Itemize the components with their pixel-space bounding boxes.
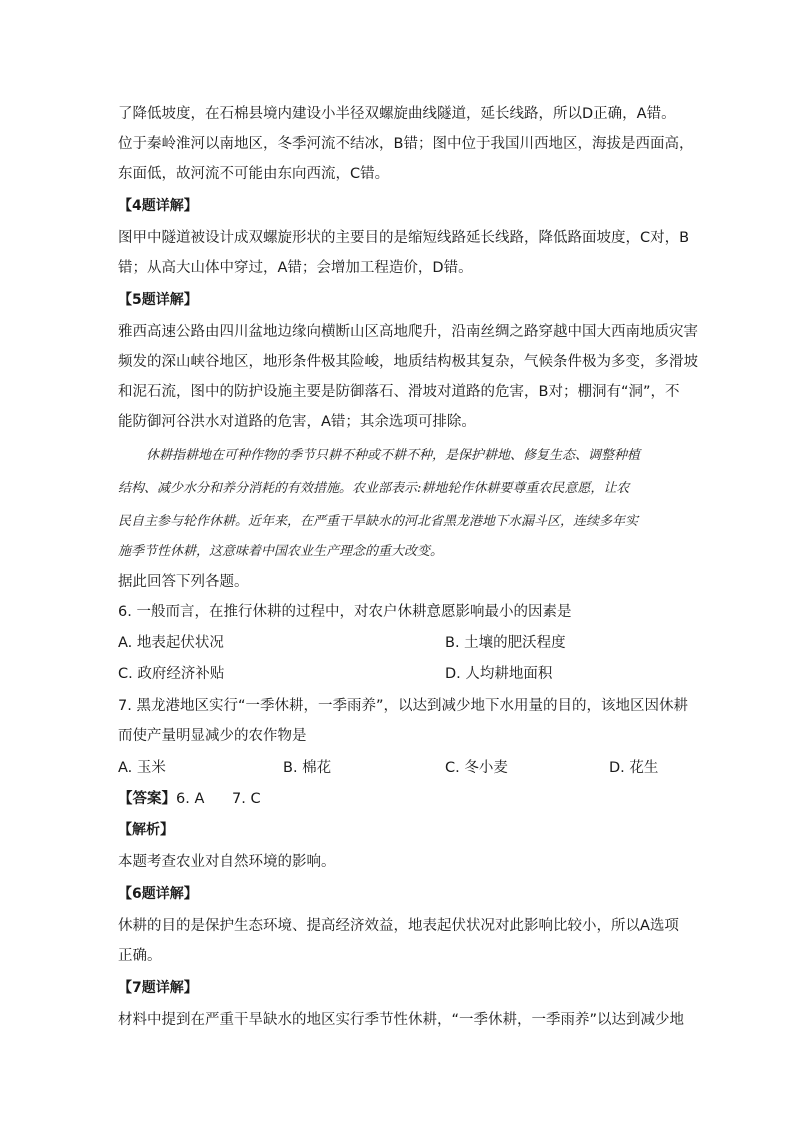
section-heading-q6: 【6题详解】 bbox=[118, 886, 198, 902]
section-heading-q5: 【5题详解】 bbox=[118, 292, 198, 308]
answer-label: 【答案】 bbox=[118, 791, 176, 807]
q7-option-c: C. 冬小麦 bbox=[445, 760, 508, 776]
paragraph-line: 休耕的目的是保护生态环境、提高经济效益，地表起伏状况对此影响比较小，所以A选项 bbox=[118, 918, 679, 934]
material-line: 施季节性休耕，这意味着中国农业生产理念的重大改变。 bbox=[118, 544, 444, 559]
paragraph-line: 位于秦岭淮河以南地区，冬季河流不结冰，B错；图中位于我国川西地区，海拔是西面高， bbox=[118, 136, 694, 152]
question-7-cont: 而使产量明显减少的农作物是 bbox=[118, 728, 307, 744]
paragraph-line: 东面低，故河流不可能由东向西流，C错。 bbox=[118, 166, 390, 182]
q7-option-a: A. 玉米 bbox=[118, 760, 166, 776]
q6-option-a: A. 地表起伏状况 bbox=[118, 635, 224, 651]
paragraph-line: 频发的深山峡谷地区，地形条件极其险峻，地质结构极其复杂，气候条件极为多变，多滑坡 bbox=[118, 354, 698, 370]
paragraph-line: 本题考查农业对自然环境的影响。 bbox=[118, 854, 336, 870]
section-heading-q4: 【4题详解】 bbox=[118, 198, 198, 214]
paragraph-line: 了降低坡度，在石棉县境内建设小半径双螺旋曲线隧道，延长线路，所以D正确，A错。 bbox=[118, 106, 676, 122]
question-6: 6. 一般而言，在推行休耕的过程中，对农户休耕意愿影响最小的因素是 bbox=[118, 604, 572, 620]
q6-option-d: D. 人均耕地面积 bbox=[445, 666, 553, 682]
q7-option-d: D. 花生 bbox=[609, 760, 659, 776]
paragraph-line: 和泥石流，图中的防护设施主要是防御落石、滑坡对道路的危害，B对；棚洞有“洞”，不 bbox=[118, 384, 680, 400]
paragraph-line: 雅西高速公路由四川盆地边缘向横断山区高地爬升，沿南丝绸之路穿越中国大西南地质灾害 bbox=[118, 324, 698, 340]
paragraph-line: 图甲中隧道被设计成双螺旋形状的主要目的是缩短线路延长线路，降低路面坡度，C对，B bbox=[118, 230, 690, 246]
paragraph-line: 能防御河谷洪水对道路的危害，A错；其余选项可排除。 bbox=[118, 414, 476, 430]
material-line: 结构、减少水分和养分消耗的有效措施。农业部表示:耕地轮作休耕要尊重农民意愿，让农 bbox=[118, 481, 630, 496]
answer-text: 6. A 7. C bbox=[176, 791, 261, 807]
answer-line bbox=[118, 789, 678, 809]
question-7: 7. 黑龙港地区实行“一季休耕，一季雨养”，以达到减少地下水用量的目的，该地区因休耕 bbox=[118, 698, 688, 714]
q7-option-b: B. 棉花 bbox=[283, 760, 332, 776]
q6-option-b: B. 土壤的肥沃程度 bbox=[445, 635, 566, 651]
instruction-text: 据此回答下列各题。 bbox=[118, 574, 249, 590]
paragraph-line: 正确。 bbox=[118, 948, 162, 964]
q6-option-c: C. 政府经济补贴 bbox=[118, 666, 225, 682]
analysis-heading: 【解析】 bbox=[118, 822, 174, 838]
material-line: 休耕指耕地在可种作物的季节只耕不种或不耕不种，是保护耕地、修复生态、调整种植 bbox=[146, 448, 641, 463]
paragraph-line: 错；从高大山体中穿过，A错；会增加工程造价，D错。 bbox=[118, 260, 473, 276]
paragraph-line: 材料中提到在严重干旱缺水的地区实行季节性休耕，“一季休耕，一季雨养”以达到减少地 bbox=[118, 1012, 685, 1028]
section-heading-q7: 【7题详解】 bbox=[118, 980, 198, 996]
material-line: 民自主参与轮作休耕。近年来，在严重干旱缺水的河北省黑龙港地下水漏斗区，连续多年实 bbox=[118, 514, 639, 529]
